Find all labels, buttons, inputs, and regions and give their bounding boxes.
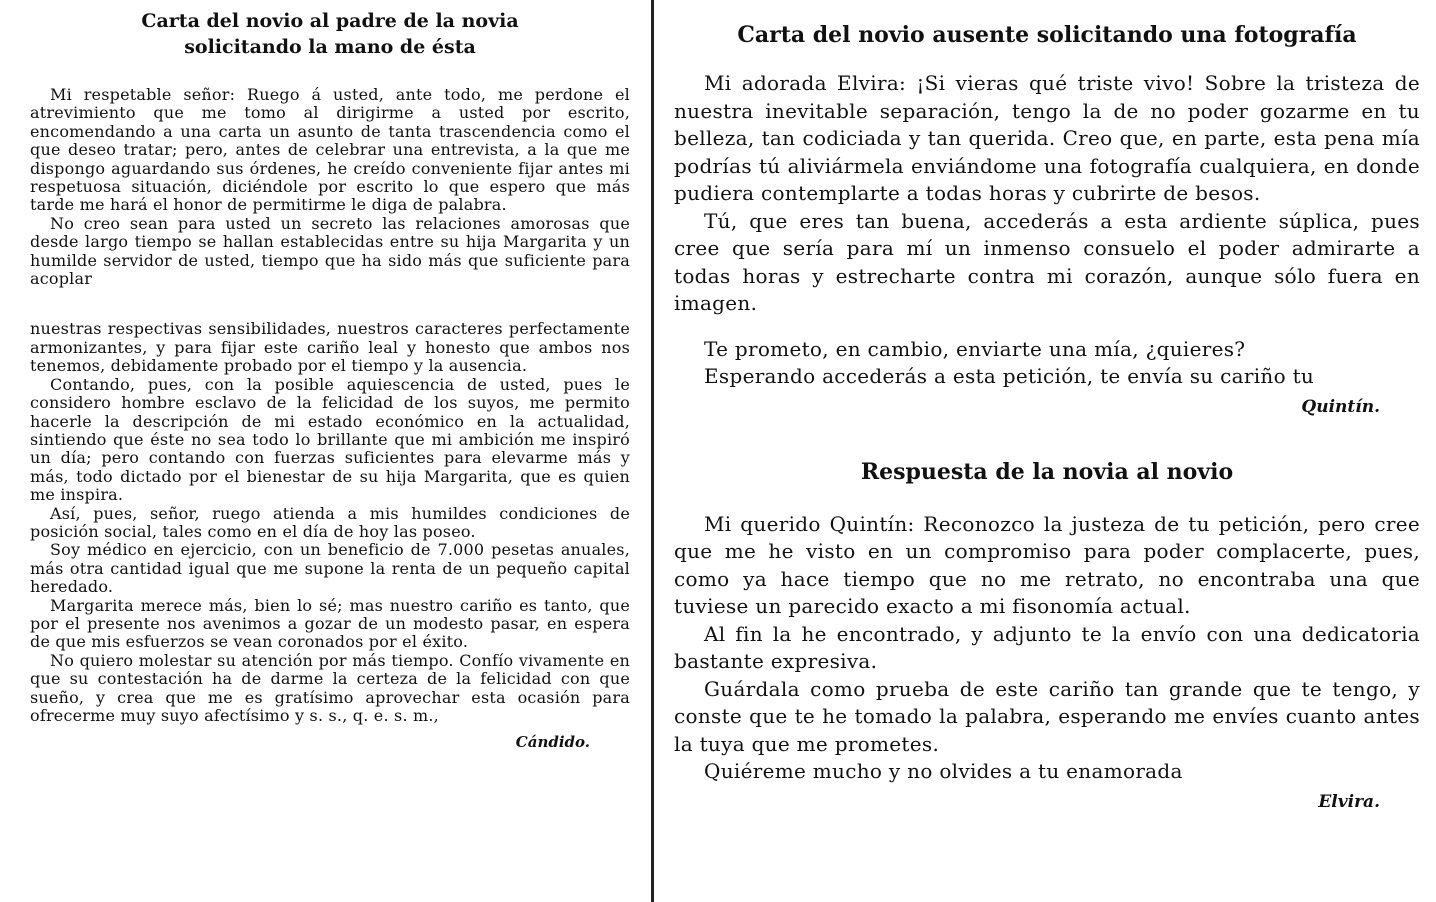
letter2-paragraph: Tú, que eres tan buena, accederás a esta ardiente súplica, pues cree que sería para mí un inmenso consuelo el poder admirarte a todas horas y estrecharte contra mi corazón, aunque sólo fuera en imagen.	[674, 208, 1420, 315]
left-column	[0, 0, 650, 902]
letter1-title-line2: solicitando la mano de ésta	[184, 36, 476, 58]
letter1-paragraph: No quiero molestar su atención por más tiempo. Confío vivamente en que su contestación ha de darme la certeza de la felicidad con que sueño, y crea que me es gratísimo aprovechar esta ocasión para ofrecerme muy suyo afectísimo y s. s., q. e. s. m.,	[30, 650, 630, 725]
letter2-signature: Quintín.	[1301, 396, 1380, 417]
letter1-paragraph: Soy médico en ejercicio, con un beneficio de 7.000 pesetas anuales, más otra cantidad igual que me supone la renta de un pequeño capital heredado.	[30, 540, 630, 597]
column-break-gap	[30, 288, 630, 320]
letter3-paragraph: Al fin la he encontrado, y adjunto te la envío con una dedicatoria bastante expresiva.	[674, 621, 1420, 673]
letter2-paragraph: Te prometo, en cambio, enviarte una mía, ¿quieres?	[704, 336, 1246, 361]
letter1-paragraph: nuestras respectivas sensibilidades, nuestros caracteres perfectamente armonizantes, y para fijar este cariño leal y honesto que ambos nos tenemos, debidamente probado por el tiempo y la ausencia.	[30, 319, 630, 376]
letter3-signature: Elvira.	[1318, 791, 1380, 812]
right-column	[656, 0, 1436, 902]
letter3-paragraph: Guárdala como prueba de este cariño tan grande que te tengo, y conste que te he tomado la palabra, esperando me envíes cuanto antes la tuya que me prometes.	[674, 676, 1420, 756]
letter2-paragraph: Mi adorada Elvira: ¡Si vieras qué triste vivo! Sobre la tristeza de nuestra inevitable separación, tengo la de no poder gozarme en tu belleza, tan codiciada y tan querida. Creo que, en parte, esta pena mía podrías tú aliviármela enviándome una fotografía cualquiera, en donde pudiera contemplarte a todas horas y cubrirte de besos.	[674, 71, 1420, 205]
letter2-title: Carta del novio ausente solicitando una fotografía	[737, 22, 1357, 48]
letter3-paragraph: Quiéreme mucho y no olvides a tu enamorada	[704, 759, 1183, 783]
letter1-paragraph: Así, pues, señor, ruego atienda a mis humildes condiciones de posición social, tales como en el día de hoy las poseo.	[30, 503, 630, 541]
column-divider	[651, 0, 654, 902]
letter2-paragraph: Esperando accederás a esta petición, te envía su cariño tu	[704, 364, 1315, 388]
letter3-paragraph: Mi querido Quintín: Reconozco la justeza de tu petición, pero cree que me he visto en un compromiso para poder complacerte, pues, como ya hace tiempo que no me retrato, no encontraba una que tuviese un parecido exacto a mi fisonomía actual.	[674, 511, 1420, 618]
letter1-paragraph: Margarita merece más, bien lo sé; mas nuestro cariño es tanto, que por el presente nos avenimos a gozar de un modesto pasar, en espera de que mis esfuerzos se vean coronados por el éxito.	[30, 595, 630, 652]
letter3-title: Respuesta de la novia al novio	[860, 458, 1234, 485]
letter1-signature: Cándido.	[515, 733, 590, 752]
letter1-paragraph: No creo sean para usted un secreto las relaciones amorosas que desde largo tiempo se hallan establecidas entre su hija Margarita y un humilde servidor de usted, tiempo que ha sido más que suficiente para acoplar	[30, 213, 630, 289]
letter1-title-line1: Carta del novio al padre de la novia	[141, 10, 519, 32]
letter1-paragraph: Mi respetable señor: Ruego á usted, ante todo, me perdone el atrevimiento que me tomo al dirigirme a usted por escrito, encomendando a una carta un asunto de tanta trascendencia como el que deseo tratar; pero, antes de celebrar una entrevista, a la que me dispongo aguardando sus órdenes, he creído conveniente fijar antes mi respetuosa situación, diciéndole por escrito lo que espero que más tarde me hará el honor de permitirme le diga de palabra.	[30, 85, 630, 215]
letter1-paragraph: Contando, pues, con la posible aquiescencia de usted, pues le considero hombre esclavo de la felicidad de los suyos, me permito hacerle la descripción de mi estado económico en la actualidad, sintiendo que éste no sea todo lo brillante que mi ambición me inspiró un día; pero contando con fuerzas suficientes para elevarme más y más, todo dictado por el bienestar de su hija Margarita, que es quien me inspira.	[30, 374, 630, 505]
